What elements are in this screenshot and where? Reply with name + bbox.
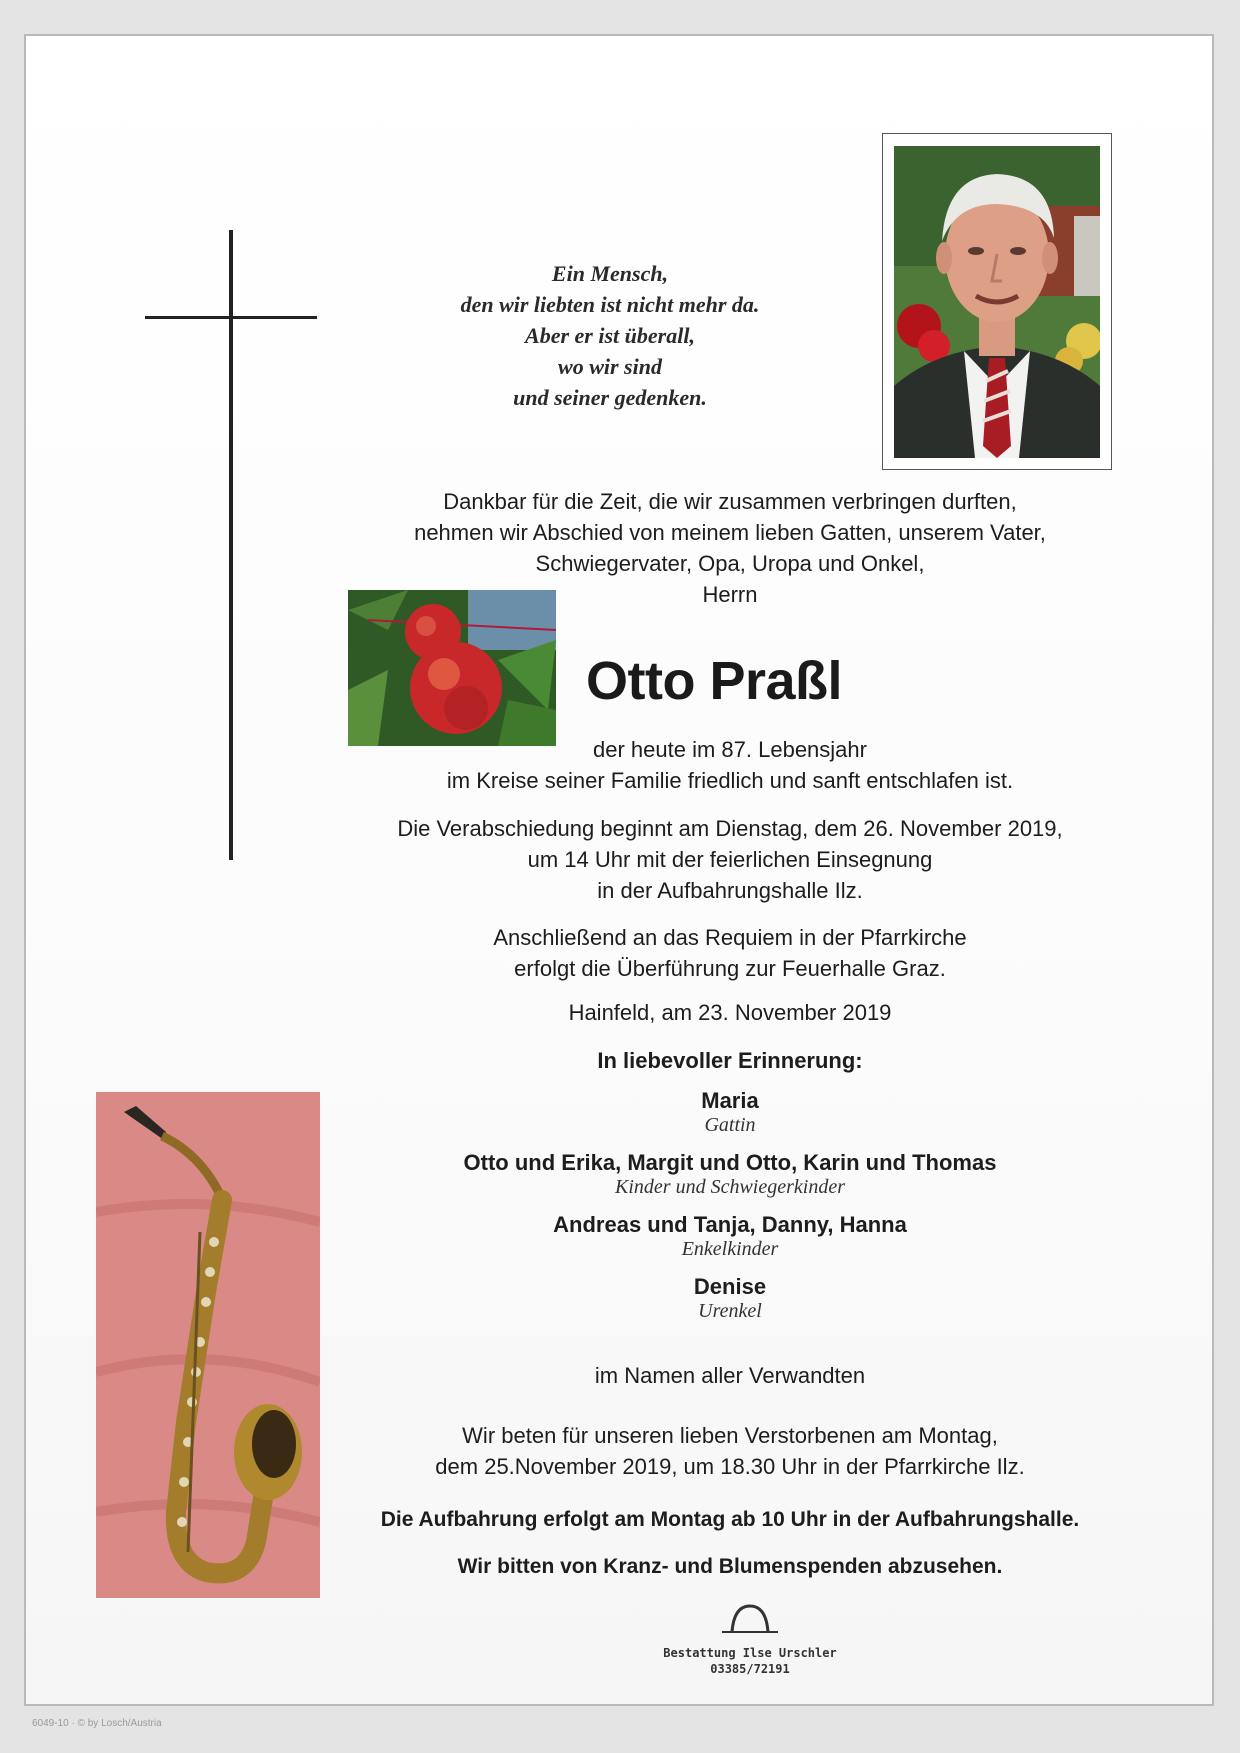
intro-line: Schwiegervater, Opa, Uropa und Onkel, [535,551,925,576]
quote-line: und seiner gedenken. [513,385,707,410]
prayer-line: dem 25.November 2019, um 18.30 Uhr in der Pfarrkirche Ilz. [435,1454,1025,1479]
undertaker-logo [630,1600,870,1677]
portrait-image [894,146,1100,458]
undertaker-arc-icon [720,1600,780,1640]
relatives-text: im Namen aller Verwandten [594,1363,866,1388]
transfer-line: Anschließend an das Requiem in der Pfarrkirche [493,925,967,950]
mourner-role: Kinder und Schwiegerkinder [615,1176,845,1198]
quote-line: wo wir sind [558,354,662,379]
portrait-photo [882,133,1112,470]
passing-line: der heute im 87. Lebensjahr [593,737,867,762]
deceased-name: Otto Praßl [586,651,843,711]
prayer-line: Wir beten für unseren lieben Verstorbenen am Montag, [462,1423,998,1448]
transfer-line: erfolgt die Überführung zur Feuerhalle Graz. [514,956,946,981]
memory-heading: In liebevoller Erinnerung: [597,1048,863,1073]
place-date: Hainfeld, am 23. November 2019 [568,1000,892,1025]
mourner-role: Urenkel [698,1300,762,1322]
farewell-text [380,813,1080,906]
intro-line: Herrn [702,582,758,607]
intro-line: nehmen wir Abschied von meinem lieben Gatten, unserem Vater, [414,520,1046,545]
passing-text [380,734,1080,796]
passing-line: im Kreise seiner Familie friedlich und sanft entschlafen ist. [446,768,1014,793]
footer-code: 6049-10 · © by Losch/Austria [32,1718,162,1729]
transfer-text [380,922,1080,984]
mourner-role: Gattin [704,1114,756,1136]
memorial-quote [400,258,820,413]
undertaker-name: Bestattung Ilse Urschler [663,1646,837,1660]
mourner-names: Maria [701,1088,759,1113]
quote-line: Ein Mensch, [551,261,669,286]
peach-image [348,590,556,746]
mourner-names: Denise [693,1274,767,1299]
mourner-role: Enkelkinder [681,1238,779,1260]
quote-line: Aber er ist überall, [525,323,695,348]
mourner-names: Andreas und Tanja, Danny, Hanna [553,1212,907,1237]
farewell-line: Die Verabschiedung beginnt am Dienstag, dem 26. November 2019, [397,816,1063,841]
mourners-list [380,1085,1080,1323]
flowers-notice: Wir bitten von Kranz- und Blumenspenden abzusehen. [457,1555,1003,1578]
prayer-text [380,1420,1080,1482]
intro-line: Dankbar für die Zeit, die wir zusammen verbringen durften, [443,489,1017,514]
saxophone-image [96,1092,320,1598]
undertaker-phone: 03385/72191 [710,1662,790,1676]
saxophone-photo [96,1092,320,1603]
cross-vertical-bar [229,230,233,860]
quote-line: den wir liebten ist nicht mehr da. [460,292,760,317]
farewell-line: in der Aufbahrungshalle Ilz. [597,878,863,903]
mourner-names: Otto und Erika, Margit und Otto, Karin und Thomas [463,1150,997,1175]
peach-photo [348,590,556,751]
cross-horizontal-bar [145,316,317,319]
farewell-line: um 14 Uhr mit der feierlichen Einsegnung [527,847,933,872]
viewing-notice: Die Aufbahrung erfolgt am Montag ab 10 Uhr in der Aufbahrungshalle. [380,1508,1080,1531]
